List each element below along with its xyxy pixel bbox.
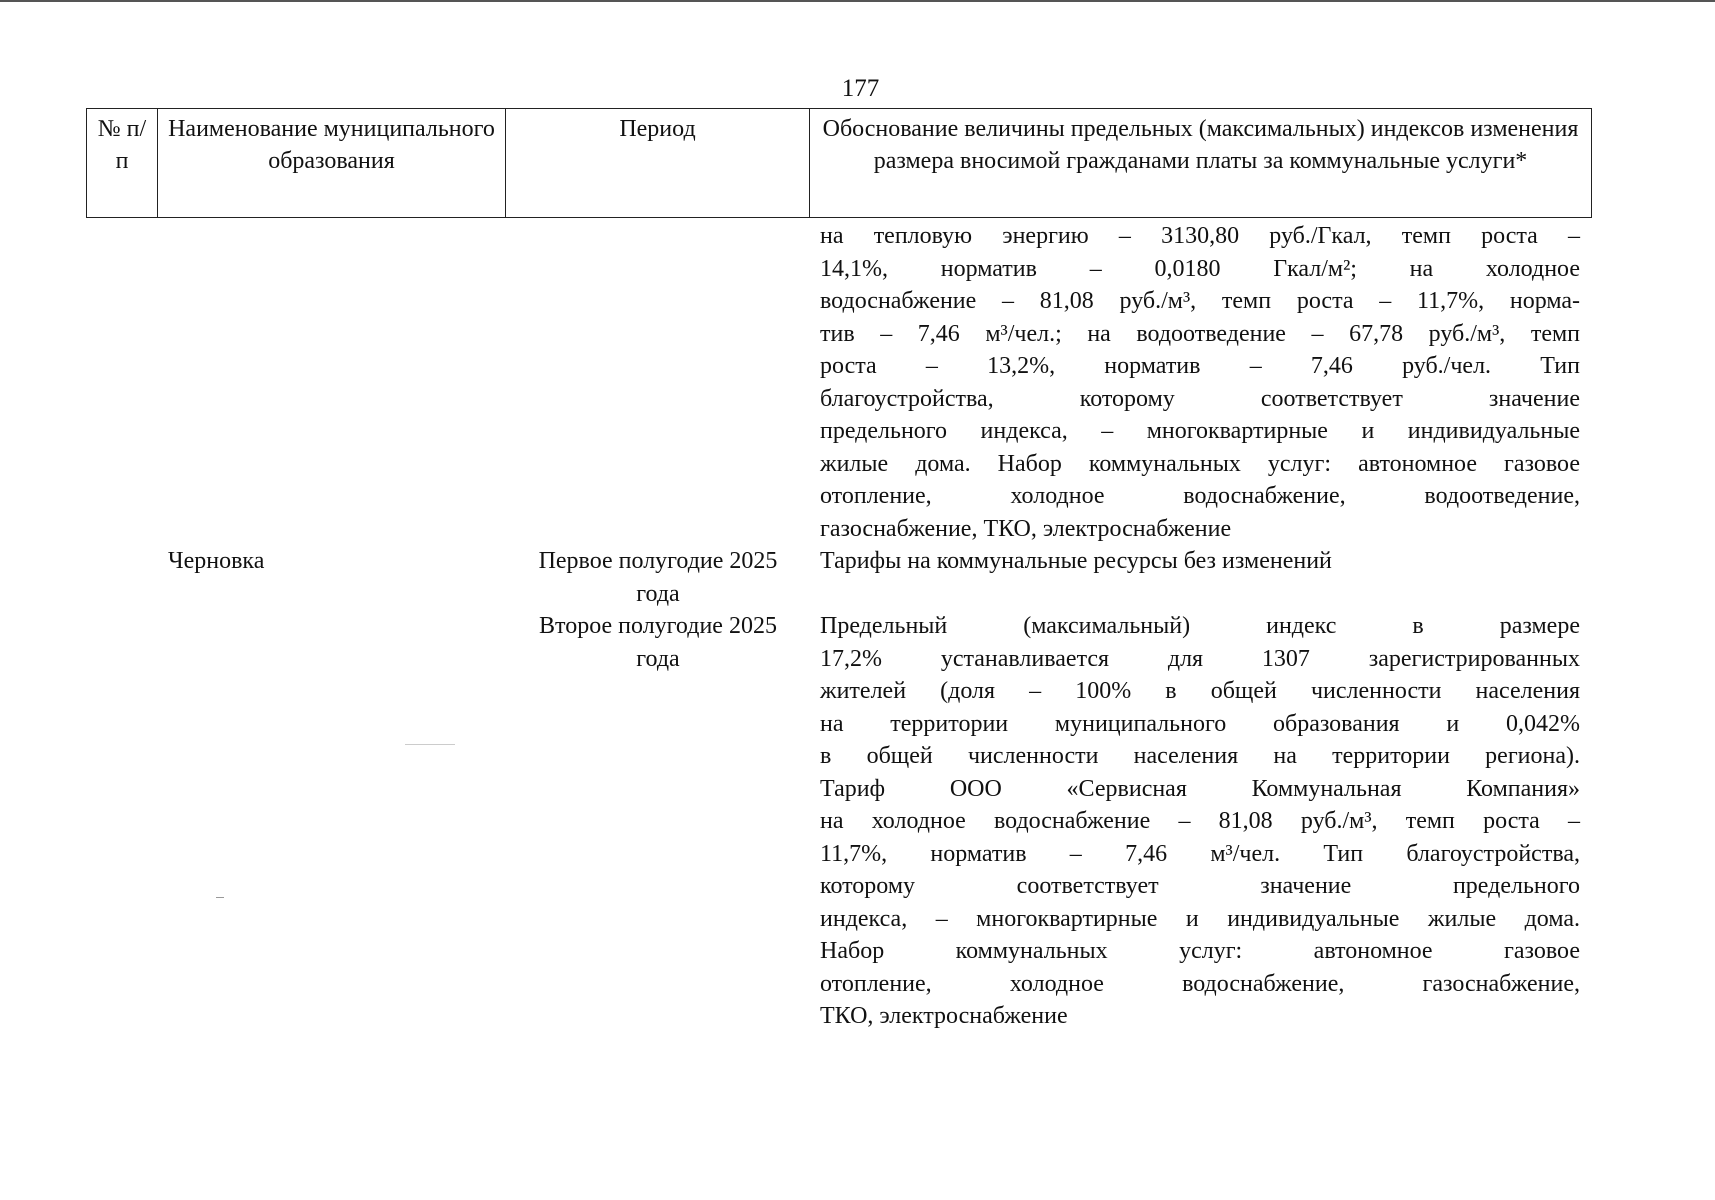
- header-municipality-name: Наименование муниципального образования: [158, 109, 506, 218]
- text-line: ТКО, электроснабжение: [820, 1003, 1068, 1029]
- text-line: Тариф ООО «Сервисная Коммунальная Компания»: [820, 775, 1580, 802]
- period-second-half: Второе полугодие 2025 года: [539, 613, 777, 672]
- text-line: в общей численности населения на территории региона).: [820, 743, 1580, 769]
- text-line: на территории муниципального образования и 0,042%: [820, 710, 1580, 737]
- text-line: отопление, холодное водоснабжение, водоотведение,: [820, 483, 1580, 509]
- text-line: 17,2% устанавливается для 1307 зарегистрированных: [820, 645, 1580, 672]
- text-line: Предельный (максимальный) индекс в размере: [820, 613, 1580, 639]
- text-line: благоустройства, которому соответствует значение: [820, 385, 1580, 412]
- text-line: роста – 13,2%, норматив – 7,46 руб./чел. Тип: [820, 353, 1580, 379]
- continuation-justification: [820, 220, 1580, 545]
- municipality-name: Черновка: [168, 548, 265, 574]
- scan-mark: [216, 897, 224, 898]
- table-header: [86, 108, 1592, 218]
- text-line: которому соответствует значение предельного: [820, 873, 1580, 899]
- period-first-half: Первое полугодие 2025 года: [538, 548, 778, 607]
- text-line: предельного индекса, – многоквартирные и индивидуальные: [820, 418, 1580, 444]
- text-line: жилые дома. Набор коммунальных услуг: автономное газовое: [820, 450, 1580, 477]
- text-line: на холодное водоснабжение – 81,08 руб./м³, темп роста –: [820, 808, 1580, 834]
- page-number: [0, 74, 1715, 104]
- text-line: 14,1%, норматив – 0,0180 Гкал/м²; на холодное: [820, 255, 1580, 282]
- scan-mark: [405, 744, 455, 745]
- text-line: жителей (доля – 100% в общей численности населения: [820, 678, 1580, 704]
- text-line: на тепловую энергию – 3130,80 руб./Гкал, темп роста –: [820, 223, 1580, 249]
- text-line: Тарифы на коммунальные ресурсы без изменений: [820, 548, 1332, 574]
- text-line: Набор коммунальных услуг: автономное газовое: [820, 938, 1580, 964]
- justification-second-half: [820, 610, 1580, 1033]
- text-line: водоснабжение – 81,08 руб./м³, темп роста – 11,7%, норма-: [820, 288, 1580, 314]
- text-line: тив – 7,46 м³/чел.; на водоотведение – 67,78 руб./м³, темп: [820, 320, 1580, 347]
- header-row: [87, 109, 1592, 218]
- header-period: Период: [506, 109, 810, 218]
- text-line: индекса, – многоквартирные и индивидуальные жилые дома.: [820, 905, 1580, 932]
- text-line: отопление, холодное водоснабжение, газоснабжение,: [820, 970, 1580, 997]
- header-num: № п/п: [87, 109, 158, 218]
- text-line: 11,7%, норматив – 7,46 м³/чел. Тип благоустройства,: [820, 840, 1580, 867]
- justification-first-half: [820, 545, 1580, 578]
- header-justification: Обоснование величины предельных (максимальных) индексов изменения размера вносимой гражданами платы за коммунальные услуги*: [810, 109, 1592, 218]
- page-number-text: 177: [841, 75, 880, 102]
- page-top-border: [0, 0, 1715, 2]
- text-line: газоснабжение, ТКО, электроснабжение: [820, 515, 1232, 542]
